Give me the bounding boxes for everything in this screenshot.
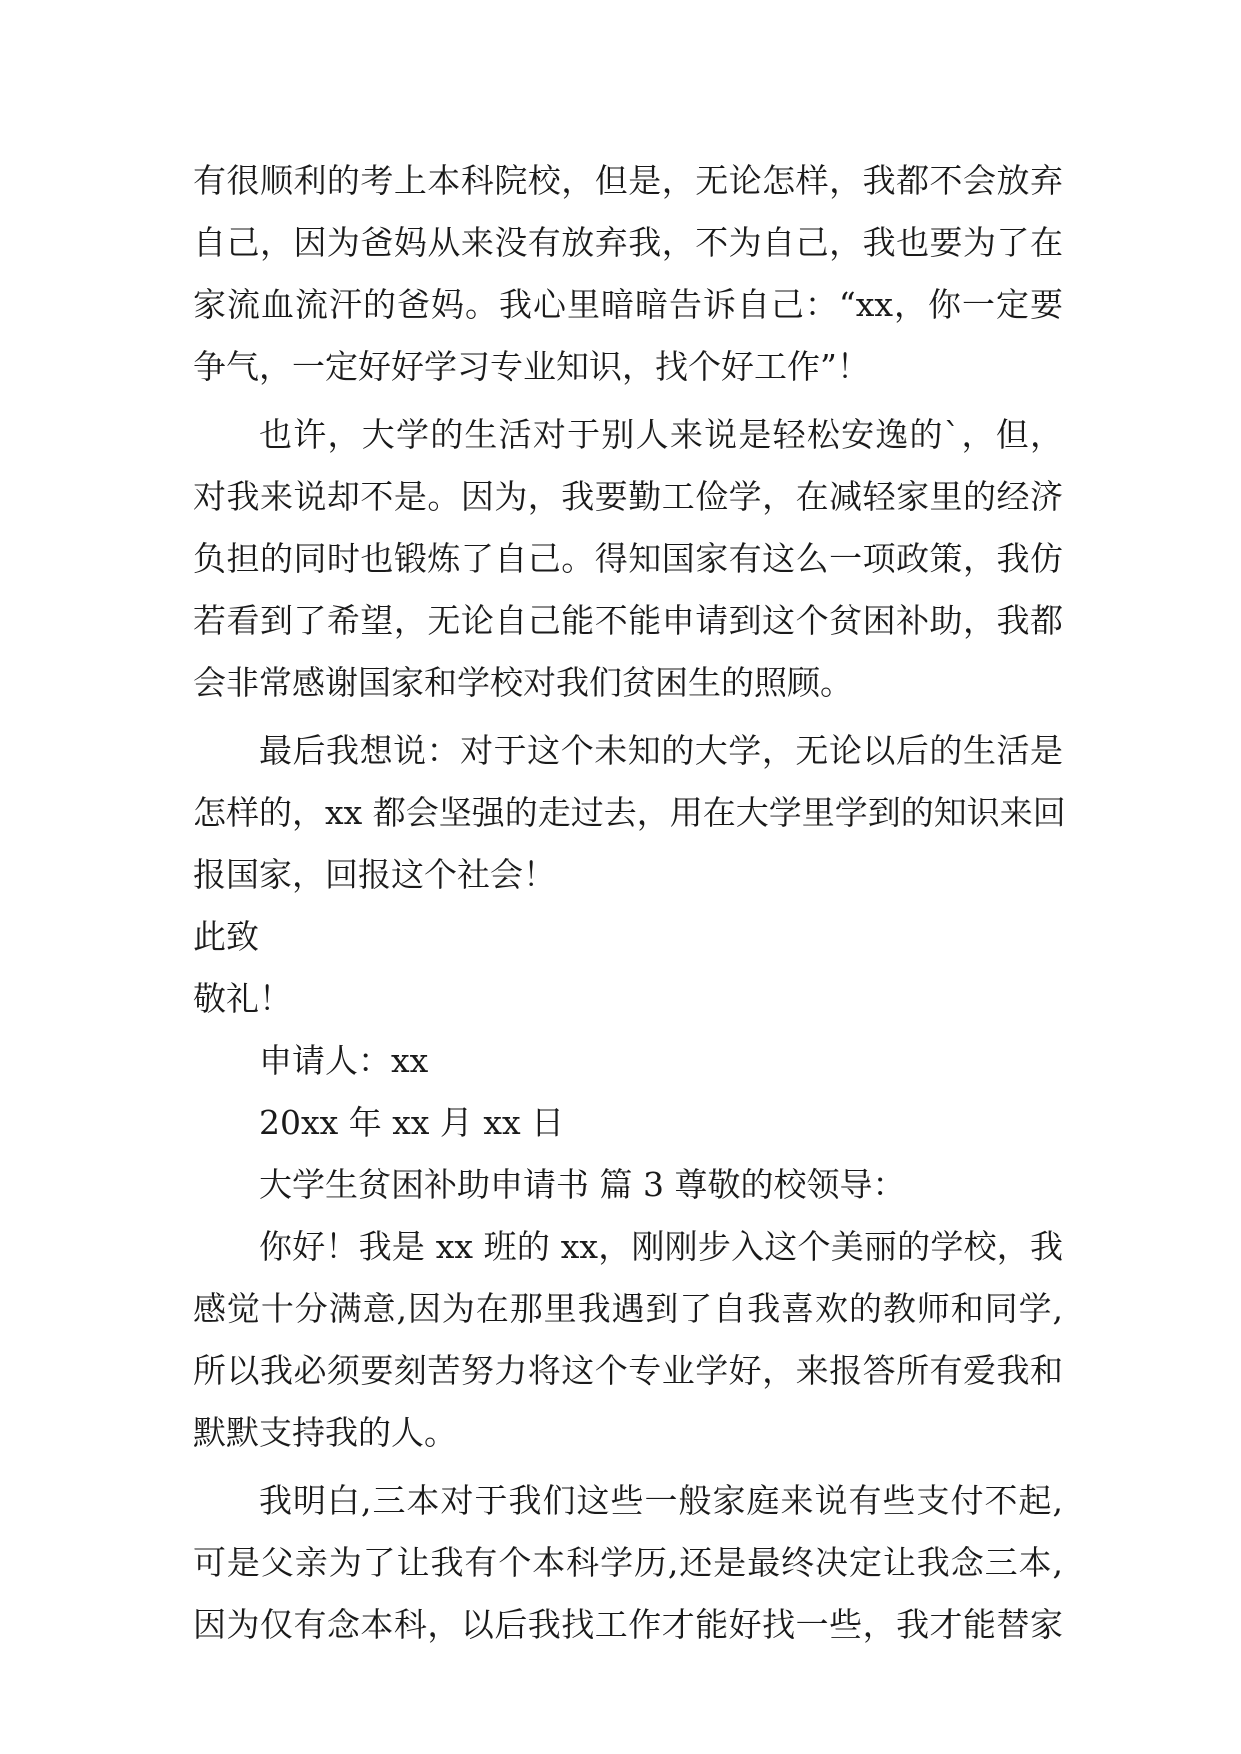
- text-line: 对我来说却不是。因为，我要勤工俭学，在减轻家里的经济: [193, 477, 1063, 516]
- text-line: 因为仅有念本科，以后我找工作才能好找一些，我才能替家: [193, 1605, 1063, 1644]
- paragraph-first-line: 最后我想说：对于这个未知的大学，无论以后的生活是: [259, 731, 1063, 770]
- text-line: 所以我必须要刻苦努力将这个专业学好，来报答所有爱我和: [193, 1351, 1063, 1390]
- closing-salutation: 此致: [193, 917, 259, 956]
- text-line: 家流血流汗的爸妈。我心里暗暗告诉自己：“xx，你一定要: [193, 285, 1063, 324]
- document-page: [193, 150, 1066, 1656]
- applicant-signature: 申请人：xx: [259, 1041, 429, 1080]
- text-line: 报国家，回报这个社会！: [193, 855, 556, 894]
- text-line: 可是父亲为了让我有个本科学历,还是最终决定让我念三本,: [193, 1543, 1063, 1582]
- text-line: 自己，因为爸妈从来没有放弃我，不为自己，我也要为了在: [193, 223, 1063, 262]
- text-line: 负担的同时也锻炼了自己。得知国家有这么一项政策，我仿: [193, 539, 1063, 578]
- paragraph-first-line: 也许，大学的生活对于别人来说是轻松安逸的`，但，: [259, 415, 1063, 454]
- paragraph-first-line: 你好！我是 xx 班的 xx，刚刚步入这个美丽的学校，我: [259, 1227, 1063, 1266]
- text-line: 怎样的，xx 都会坚强的走过去，用在大学里学到的知识来回: [193, 793, 1066, 832]
- text-line: 有很顺利的考上本科院校，但是，无论怎样，我都不会放弃: [193, 161, 1063, 200]
- text-line: 默默支持我的人。: [193, 1413, 457, 1452]
- section-heading: 大学生贫困补助申请书 篇 3 尊敬的校领导：: [259, 1165, 906, 1204]
- text-line: 若看到了希望，无论自己能不能申请到这个贫困补助，我都: [193, 601, 1063, 640]
- closing-regards: 敬礼！: [193, 979, 292, 1018]
- date-line: 20xx 年 xx 月 xx 日: [259, 1103, 565, 1142]
- text-line: 感觉十分满意,因为在那里我遇到了自我喜欢的教师和同学,: [193, 1289, 1063, 1328]
- paragraph-first-line: 我明白,三本对于我们这些一般家庭来说有些支付不起,: [259, 1481, 1063, 1520]
- text-line: 争气，一定好好学习专业知识，找个好工作”！: [193, 347, 870, 386]
- text-line: 会非常感谢国家和学校对我们贫困生的照顾。: [193, 663, 853, 702]
